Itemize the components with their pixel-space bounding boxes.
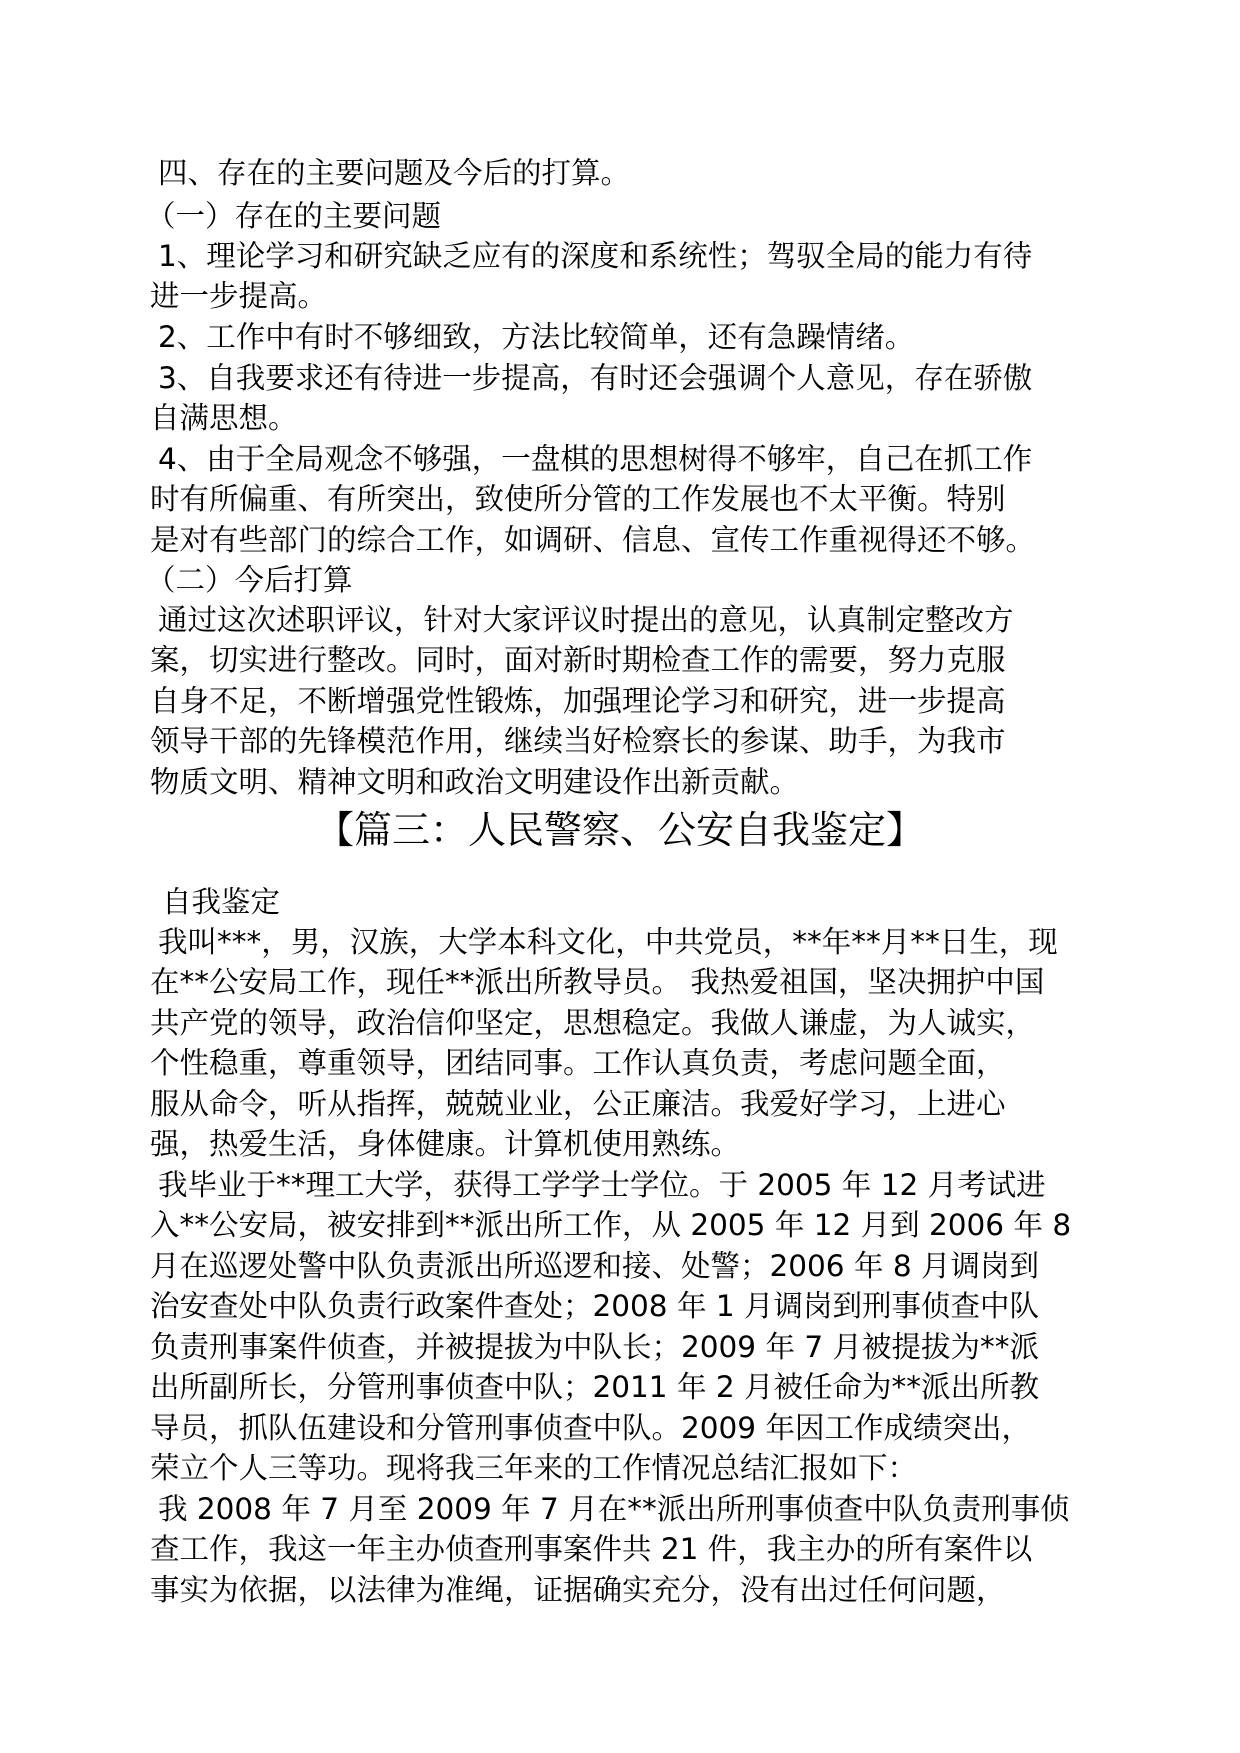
text-line: 出所副所长，分管刑事侦查中队；2011 年 2 月被任命为**派出所教 [150, 1370, 1039, 1404]
text-line: 自身不足，不断增强党性锻炼，加强理论学习和研究，进一步提高 [150, 684, 1006, 718]
text-line: 服从命令，听从指挥，兢兢业业，公正廉洁。我爱好学习，上进心 [150, 1087, 1006, 1121]
text-line: 自满思想。 [150, 401, 298, 435]
text-line: 强，热爱生活，身体健康。计算机使用熟练。 [150, 1127, 741, 1161]
text-line: 进一步提高。 [150, 279, 328, 313]
text-line: 导员，抓队伍建设和分管刑事侦查中队。2009 年因工作成绩突出， [150, 1411, 1031, 1445]
text-line: 4、由于全局观念不够强，一盘棋的思想树得不够牢，自己在抓工作 [158, 442, 1033, 476]
text-line: 我毕业于**理工大学，获得工学学士学位。于 2005 年 12 月考试进 [158, 1168, 1046, 1202]
text-line: 荣立个人三等功。现将我三年来的工作情况总结汇报如下： [150, 1451, 918, 1485]
chapter-title: 【篇三：人民警察、公安自我鉴定】 [315, 808, 924, 852]
text-line: 领导干部的先锋模范作用，继续当好检察长的参谋、助手，为我市 [150, 724, 1006, 758]
text-line: 负责刑事案件侦查，并被提拔为中队长；2009 年 7 月被提拔为**派 [150, 1330, 1039, 1364]
text-line: 事实为依据，以法律为准绳，证据确实充分，没有出过任何问题， [150, 1573, 1006, 1607]
text-line: 物质文明、精神文明和政治文明建设作出新贡献。 [150, 765, 800, 799]
text-line: 查工作，我这一年主办侦查刑事案件共 21 件，我主办的所有案件以 [150, 1532, 1033, 1566]
text-line: 入**公安局，被安排到**派出所工作，从 2005 年 12 月到 2006 年 8 [150, 1208, 1072, 1242]
text-line: 2、工作中有时不够细致，方法比较简单，还有急躁情绪。 [158, 320, 915, 354]
text-line: 共产党的领导，政治信仰坚定，思想稳定。我做人谦虚，为人诚实， [150, 1006, 1036, 1040]
text-line: 通过这次述职评议，针对大家评议时提出的意见，认真制定整改方 [158, 603, 1014, 637]
text-line: 时有所偏重、有所突出，致使所分管的工作发展也不太平衡。特别 [150, 482, 1006, 516]
text-line: 在**公安局工作，现任**派出所教导员。 我热爱祖国，坚决拥护中国 [150, 965, 1045, 999]
text-line: 治安查处中队负责行政案件查处；2008 年 1 月调岗到刑事侦查中队 [150, 1289, 1039, 1323]
text-line: 案，切实进行整改。同时，面对新时期检查工作的需要，努力克服 [150, 643, 1006, 677]
subsection-heading-plans: （二）今后打算 [146, 563, 353, 597]
text-line: 个性稳重，尊重领导，团结同事。工作认真负责，考虑问题全面， [150, 1046, 1006, 1080]
section-heading: 四、存在的主要问题及今后的打算。 [158, 156, 631, 190]
text-line: 我 2008 年 7 月至 2009 年 7 月在**派出所刑事侦查中队负责刑事侦 [158, 1492, 1070, 1526]
text-line: 1、理论学习和研究缺乏应有的深度和系统性；驾驭全局的能力有待 [158, 239, 1033, 273]
text-line: 是对有些部门的综合工作，如调研、信息、宣传工作重视得还不够。 [150, 523, 1036, 557]
text-line: 3、自我要求还有待进一步提高，有时还会强调个人意见，存在骄傲 [158, 361, 1033, 395]
chapter-subtitle: 自我鉴定 [162, 885, 281, 919]
text-line: 月在巡逻处警中队负责派出所巡逻和接、处警；2006 年 8 月调岗到 [150, 1249, 1039, 1283]
subsection-heading-problems: （一）存在的主要问题 [146, 199, 442, 233]
text-line: 我叫***，男，汉族，大学本科文化，中共党员，**年**月**日生，现 [158, 925, 1058, 959]
